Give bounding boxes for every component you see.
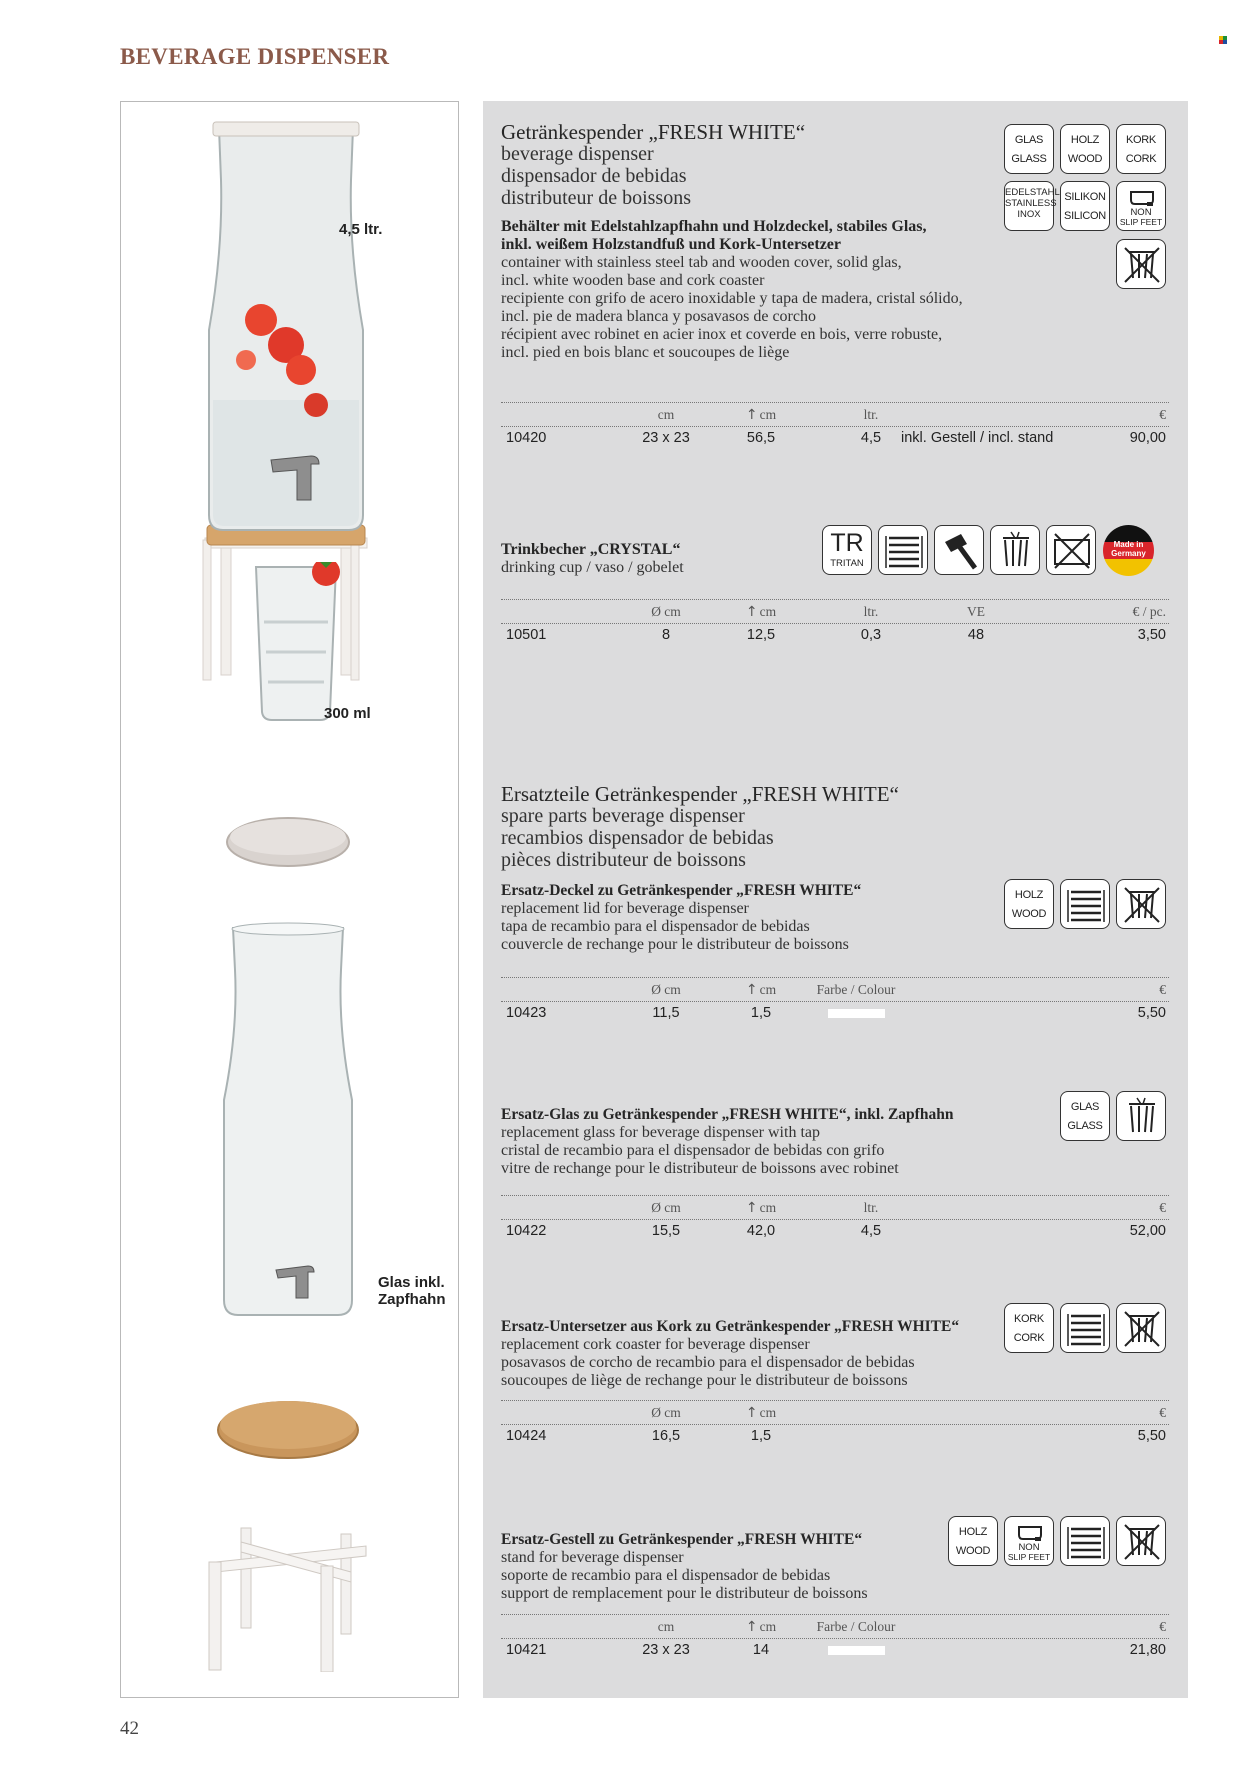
price-value: 5,50: [1137, 1005, 1166, 1021]
coaster-line-en: replacement cork coaster for beverage dispenser: [501, 1336, 810, 1353]
article-number: 10422: [506, 1223, 547, 1239]
coaster-spec-table: [501, 1400, 1169, 1446]
cup-subtitle: drinking cup / vaso / gobelet: [501, 559, 684, 576]
cup-spec-table: [501, 599, 1169, 645]
spare-parts-subtitle-fr: pièces distributeur de boissons: [501, 849, 746, 871]
no-dishwasher-icon: [1116, 879, 1166, 929]
wood-material-icon: HOLZ WOOD: [1004, 879, 1054, 929]
header-price: €: [1159, 982, 1166, 997]
header-diameter-cm: Ø cm: [651, 604, 681, 619]
glass-note-line2: Zapfhahn: [378, 1291, 446, 1308]
header-height-cm: ↑ cm: [745, 1405, 777, 1421]
lid-line-en: replacement lid for beverage dispenser: [501, 900, 749, 917]
header-diameter-cm: Ø cm: [651, 1405, 681, 1420]
price-value: 52,00: [1129, 1223, 1166, 1239]
colour-swatch-white: [828, 1009, 885, 1018]
lid-spec-table: [501, 977, 1169, 1023]
article-number: 10424: [506, 1428, 547, 1444]
diameter-value: 16,5: [651, 1428, 681, 1444]
header-packing-unit: VE: [967, 604, 985, 619]
price-value: 90,00: [1129, 430, 1166, 446]
wood-material-icon: HOLZ WOOD: [948, 1516, 998, 1566]
dimensions-value: 23 x 23: [642, 1642, 690, 1658]
page-header: BEVERAGE DISPENSER: [120, 44, 390, 69]
coaster-title: Ersatz-Untersetzer aus Kork zu Getränkespender „FRESH WHITE“: [501, 1318, 960, 1335]
header-volume: ltr.: [863, 407, 879, 422]
wood-material-icon: HOLZ WOOD: [1060, 124, 1110, 174]
dispenser-desc-en-2: incl. white wooden base and cork coaster: [501, 272, 765, 289]
header-width-cm: cm: [657, 407, 675, 422]
no-microwave-icon: [1046, 525, 1096, 575]
header-diameter-cm: Ø cm: [651, 982, 681, 997]
stackable-icon: [878, 525, 928, 575]
header-height-cm: ↑ cm: [745, 1200, 777, 1216]
header-height-cm: ↑ cm: [745, 1619, 777, 1635]
height-value: 1,5: [750, 1428, 772, 1444]
stackable-icon: [1060, 879, 1110, 929]
header-price: €: [1159, 1405, 1166, 1420]
header-height-cm: ↑ cm: [745, 407, 777, 423]
volume-value: 0,3: [860, 627, 882, 643]
glass-title: Ersatz-Glas zu Getränkespender „FRESH WHITE“, inkl. Zapfhahn: [501, 1106, 954, 1123]
dimensions-value: 23 x 23: [642, 430, 690, 446]
glass-line-fr: vitre de rechange pour le distributeur de boissons avec robinet: [501, 1160, 899, 1177]
dispenser-desc-fr-2: incl. pied en bois blanc et soucoupes de liège: [501, 344, 790, 361]
article-number: 10423: [506, 1005, 547, 1021]
spare-parts-section: [501, 783, 1169, 871]
price-value: 5,50: [1137, 1428, 1166, 1444]
stand-note: inkl. Gestell / incl. stand: [901, 430, 1054, 446]
height-value: 14: [752, 1642, 770, 1658]
dispenser-subtitle-en: beverage dispenser: [501, 143, 654, 165]
header-price: € / pc.: [1132, 604, 1166, 619]
header-colour: Farbe / Colour: [816, 982, 896, 997]
stainless-steel-icon: EDELSTAHL STAINLESS INOX: [1004, 181, 1054, 231]
dispenser-desc-es-2: incl. pie de madera blanca y posavasos de corcho: [501, 308, 816, 325]
cup-volume-label: 300 ml: [324, 705, 371, 722]
cup-illustration: [246, 562, 346, 722]
header-price: €: [1159, 407, 1166, 422]
article-number: 10420: [506, 430, 547, 446]
stand-spec-table: [501, 1614, 1169, 1660]
header-height-cm: ↑ cm: [745, 982, 777, 998]
header-volume: ltr.: [863, 1200, 879, 1215]
header-width-cm: cm: [657, 1619, 675, 1634]
stackable-icon: [1060, 1303, 1110, 1353]
cork-material-icon: KORK CORK: [1004, 1303, 1054, 1353]
colour-swatch-white: [828, 1646, 885, 1655]
non-slip-feet-icon: NON SLIP FEET: [1004, 1516, 1054, 1566]
lid-line-es: tapa de recambio para el dispensador de bebidas: [501, 918, 810, 935]
glass-note-line1: Glas inkl.: [378, 1274, 445, 1291]
height-value: 1,5: [750, 1005, 772, 1021]
lid-illustration: [223, 812, 353, 872]
dispenser-desc-en-1: container with stainless steel tab and wooden cover, solid glas,: [501, 254, 902, 271]
height-value: 12,5: [746, 627, 776, 643]
no-dishwasher-icon: [1116, 1516, 1166, 1566]
diameter-value: 8: [661, 627, 671, 643]
lid-line-fr: couvercle de rechange pour le distributeur de boissons: [501, 936, 849, 953]
header-price: €: [1159, 1200, 1166, 1215]
dispenser-subtitle-fr: distributeur de boissons: [501, 187, 691, 209]
stand-line-en: stand for beverage dispenser: [501, 1549, 684, 1566]
no-dishwasher-icon: [1116, 239, 1166, 289]
glass-material-icon: GLAS GLASS: [1060, 1091, 1110, 1141]
unbreakable-hammer-icon: [934, 525, 984, 575]
glass-line-en: replacement glass for beverage dispenser with tap: [501, 1124, 820, 1141]
header-colour: Farbe / Colour: [816, 1619, 896, 1634]
spare-parts-subtitle-en: spare parts beverage dispenser: [501, 805, 745, 827]
header-diameter-cm: Ø cm: [651, 1200, 681, 1215]
page-number: 42: [120, 1718, 139, 1739]
stand-line-es: soporte de recambio para el dispensador de bebidas: [501, 1567, 831, 1584]
spare-parts-subtitle-es: recambios dispensador de bebidas: [501, 827, 774, 849]
packing-unit-value: 48: [967, 627, 985, 643]
height-value: 56,5: [746, 430, 776, 446]
dispenser-title: Getränkespender „FRESH WHITE“: [501, 120, 806, 144]
header-height-cm: ↑ cm: [745, 604, 777, 620]
stand-line-fr: support de remplacement pour le distributeur de boissons: [501, 1585, 868, 1602]
header-volume: ltr.: [863, 604, 879, 619]
no-dishwasher-icon: [1116, 1303, 1166, 1353]
stand-title: Ersatz-Gestell zu Getränkespender „FRESH WHITE“: [501, 1531, 863, 1548]
volume-value: 4,5: [860, 1223, 882, 1239]
diameter-value: 11,5: [652, 1005, 680, 1021]
dispenser-subtitle-es: dispensador de bebidas: [501, 165, 687, 187]
glass-material-icon: GLAS GLASS: [1004, 124, 1054, 174]
cork-material-icon: KORK CORK: [1116, 124, 1166, 174]
dishwasher-safe-icon: [990, 525, 1040, 575]
cup-title: Trinkbecher „CRYSTAL“: [501, 541, 681, 558]
dispenser-desc-fr-1: récipient avec robinet en acier inox et coverde en bois, verre robuste,: [501, 326, 943, 343]
coaster-line-es: posavasos de corcho de recambio para el dispensador de bebidas: [501, 1354, 915, 1371]
height-value: 42,0: [746, 1223, 776, 1239]
tritan-material-icon: TR TRITAN: [822, 525, 872, 575]
price-value: 3,50: [1137, 627, 1166, 643]
article-number: 10501: [506, 627, 547, 643]
dispenser-desc-de-2: inkl. weißem Holzstandfuß und Kork-Untersetzer: [501, 236, 841, 253]
diameter-value: 15,5: [651, 1223, 681, 1239]
dispenser-spec-table: [501, 402, 1169, 448]
stand-illustration: [201, 1522, 381, 1672]
dispenser-desc-es-1: recipiente con grifo de acero inoxidable y tapa de madera, cristal sólido,: [501, 290, 963, 307]
product-info-panel: [483, 101, 1188, 1698]
coaster-line-fr: soucoupes de liège de rechange pour le distributeur de boissons: [501, 1372, 908, 1389]
glass-spec-table: [501, 1195, 1169, 1241]
non-slip-feet-icon: NON SLIP FEET: [1116, 181, 1166, 231]
glass-line-es: cristal de recambio para el dispensador de bebidas con grifo: [501, 1142, 885, 1159]
product-image-panel: [120, 101, 459, 1698]
dishwasher-safe-icon: [1116, 1091, 1166, 1141]
stackable-icon: [1060, 1516, 1110, 1566]
made-in-germany-badge: Made in Germany: [1103, 525, 1154, 576]
article-number: 10421: [506, 1642, 547, 1658]
replacement-glass-illustration: [218, 920, 358, 1320]
spare-parts-title: Ersatzteile Getränkespender „FRESH WHITE“: [501, 782, 899, 806]
dispenser-volume-label: 4,5 ltr.: [339, 221, 383, 238]
lid-title: Ersatz-Deckel zu Getränkespender „FRESH WHITE“: [501, 882, 862, 899]
volume-value: 4,5: [860, 430, 882, 446]
cork-coaster-illustration: [215, 1392, 361, 1462]
header-price: €: [1159, 1619, 1166, 1634]
price-value: 21,80: [1129, 1642, 1166, 1658]
print-color-marks: [1219, 36, 1228, 45]
dispenser-desc-de-1: Behälter mit Edelstahlzapfhahn und Holzdeckel, stabiles Glas,: [501, 218, 927, 235]
silicone-material-icon: SILIKON SILICON: [1060, 181, 1110, 231]
